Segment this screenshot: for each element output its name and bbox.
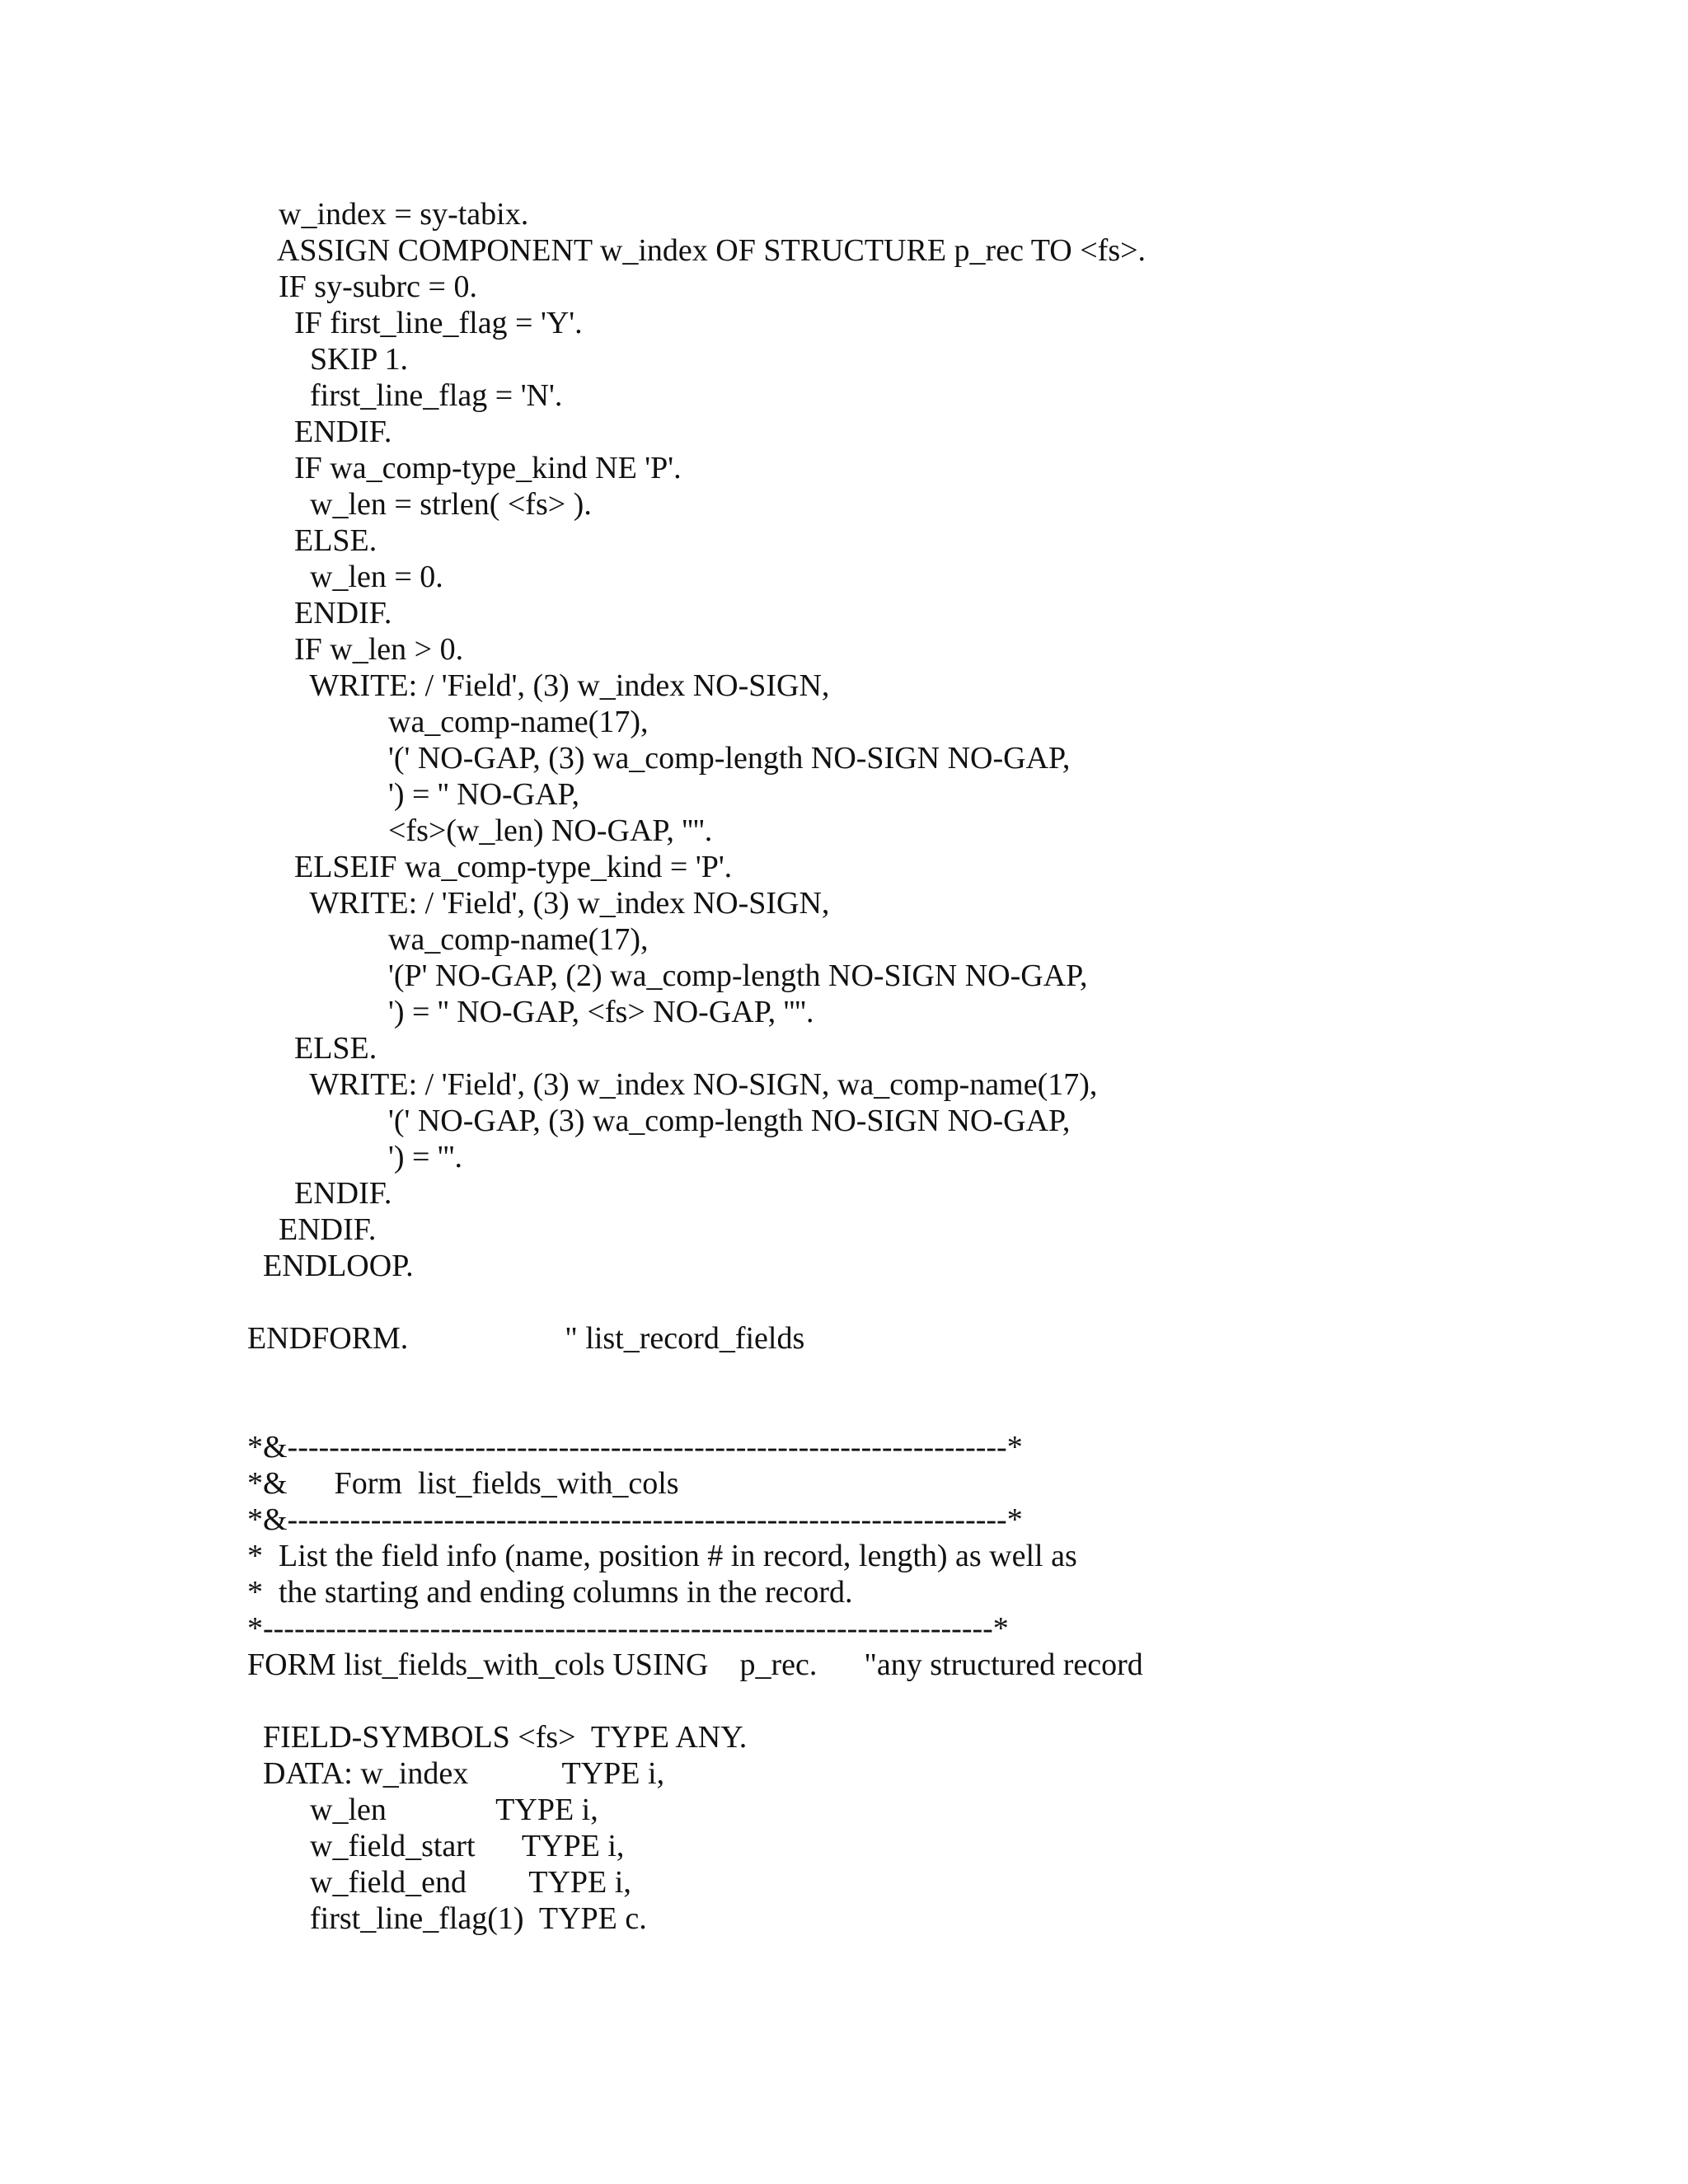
code-line: ENDIF.	[247, 1176, 392, 1211]
code-line: FIELD-SYMBOLS <fs> TYPE ANY.	[247, 1720, 748, 1755]
code-line: wa_comp-name(17),	[247, 922, 649, 957]
code-line: ENDFORM. " list_record_fields	[247, 1321, 805, 1356]
code-line: ELSEIF wa_comp-type_kind = 'P'.	[247, 850, 733, 884]
code-line: w_field_start TYPE i,	[247, 1829, 625, 1863]
code-line: *&---------------------------------------------------------------------*	[247, 1502, 1023, 1537]
code-line: ENDLOOP.	[247, 1249, 414, 1283]
code-line: IF wa_comp-type_kind NE 'P'.	[247, 451, 682, 485]
code-line: * the starting and ending columns in the record.	[247, 1575, 853, 1610]
code-line: *&---------------------------------------------------------------------*	[247, 1430, 1023, 1465]
code-line: w_len = 0.	[247, 560, 443, 594]
code-line: DATA: w_index TYPE i,	[247, 1756, 665, 1791]
code-line: ENDIF.	[247, 596, 392, 630]
code-line: wa_comp-name(17),	[247, 705, 649, 739]
code-line: IF w_len > 0.	[247, 632, 464, 667]
code-line: first_line_flag = 'N'.	[247, 378, 563, 413]
code-line: w_len TYPE i,	[247, 1793, 598, 1827]
code-line: '(P' NO-GAP, (2) wa_comp-length NO-SIGN NO-GAP,	[247, 958, 1088, 993]
code-line: IF sy-subrc = 0.	[247, 269, 477, 304]
code-line: w_field_end TYPE i,	[247, 1865, 631, 1900]
code-line: * List the field info (name, position # in record, length) as well as	[247, 1539, 1077, 1573]
code-line: ELSE.	[247, 523, 377, 558]
code-line	[247, 1357, 1566, 1393]
code-line: ') = '' NO-GAP, <fs> NO-GAP, ''''.	[247, 995, 814, 1029]
code-line	[247, 1683, 1566, 1719]
code-line: first_line_flag(1) TYPE c.	[247, 1901, 647, 1936]
code-line: ENDIF.	[247, 415, 392, 449]
code-line: w_len = strlen( <fs> ).	[247, 487, 592, 522]
code-line: ASSIGN COMPONENT w_index OF STRUCTURE p_rec TO <fs>.	[247, 233, 1146, 268]
code-line: WRITE: / 'Field', (3) w_index NO-SIGN, wa_comp-name(17),	[247, 1067, 1098, 1102]
code-line: '(' NO-GAP, (3) wa_comp-length NO-SIGN NO-GAP,	[247, 741, 1071, 776]
code-line: *----------------------------------------------------------------------*	[247, 1611, 1009, 1646]
code-line	[247, 1393, 1566, 1429]
code-line: *& Form list_fields_with_cols	[247, 1466, 679, 1501]
code-line: WRITE: / 'Field', (3) w_index NO-SIGN,	[247, 886, 830, 921]
code-line: SKIP 1.	[247, 342, 408, 377]
code-line	[247, 1284, 1566, 1320]
code-line: ENDIF.	[247, 1212, 377, 1247]
code-line: WRITE: / 'Field', (3) w_index NO-SIGN,	[247, 668, 830, 703]
code-line: ') = '''.	[247, 1140, 462, 1174]
code-line: IF first_line_flag = 'Y'.	[247, 306, 583, 340]
code-listing	[247, 196, 1566, 1937]
code-line: ') = '' NO-GAP,	[247, 777, 579, 812]
code-line: '(' NO-GAP, (3) wa_comp-length NO-SIGN NO-GAP,	[247, 1104, 1071, 1138]
code-line: <fs>(w_len) NO-GAP, ''''.	[247, 813, 713, 848]
code-line: FORM list_fields_with_cols USING p_rec. "any structured record	[247, 1647, 1143, 1682]
code-line: w_index = sy-tabix.	[247, 197, 529, 232]
code-line: ELSE.	[247, 1031, 377, 1066]
